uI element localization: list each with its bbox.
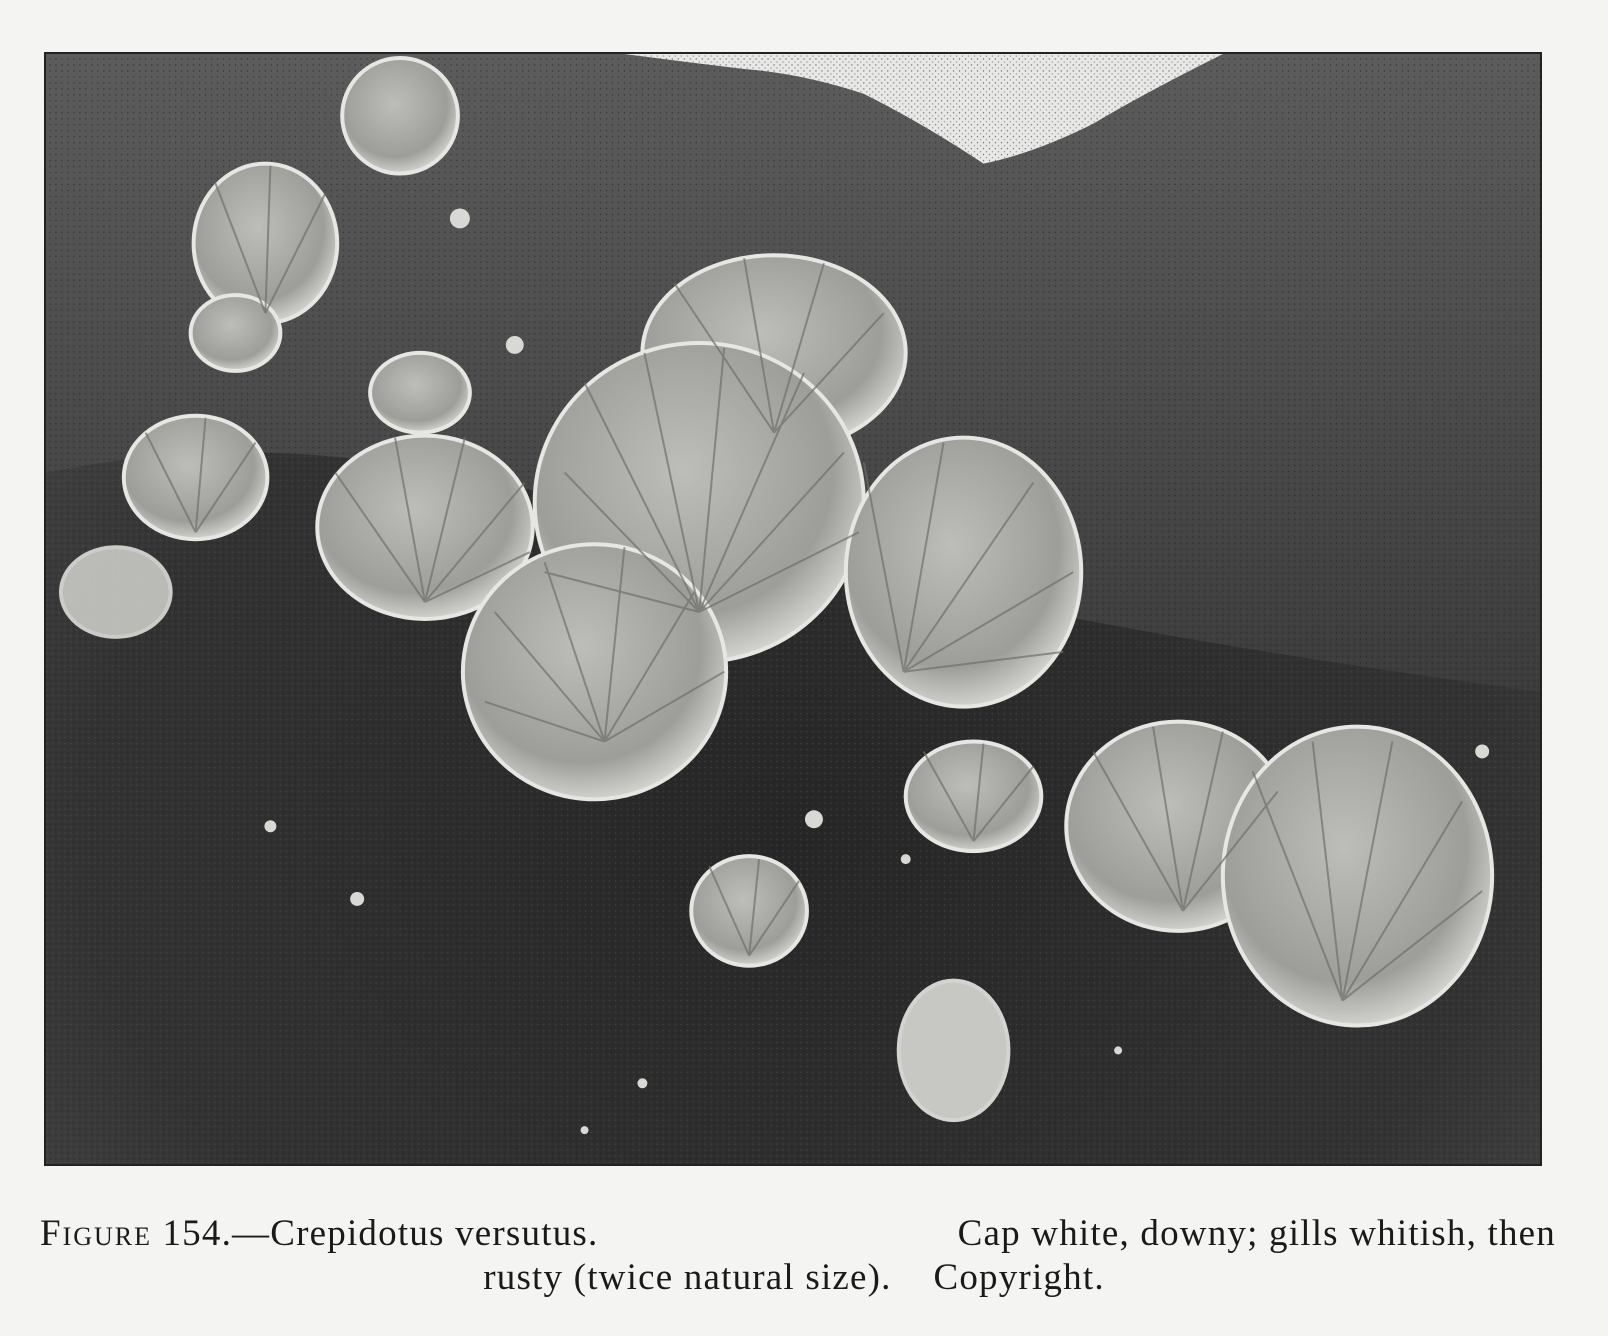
mushroom-cap: [191, 295, 281, 371]
figure-dash: .—: [221, 1213, 271, 1254]
figure-number: 154: [162, 1213, 222, 1254]
photograph: [44, 52, 1542, 1166]
mushroom-cap: [370, 353, 470, 433]
description-line-1: Cap white, downy; gills whitish, then: [957, 1213, 1556, 1254]
caption-line-1: [40, 1212, 1556, 1256]
mushroom-cap: [61, 547, 171, 637]
figure-caption: [40, 1212, 1556, 1300]
figure-label: Figure: [40, 1213, 153, 1254]
mushroom-cap: [1223, 727, 1492, 1026]
copyright-note: Copyright.: [933, 1257, 1105, 1298]
caption-line-2: [40, 1256, 1556, 1300]
mushroom-cap: [463, 544, 726, 799]
mushroom-cap: [899, 981, 1009, 1120]
mushroom-photo-illustration: [46, 54, 1540, 1164]
mushroom-cap: [342, 58, 458, 174]
mushroom-cap: [124, 416, 268, 540]
description-line-2: rusty (twice natural size).: [483, 1257, 892, 1298]
species-name: Crepidotus versutus.: [270, 1213, 599, 1254]
mushroom-cap: [846, 438, 1081, 707]
